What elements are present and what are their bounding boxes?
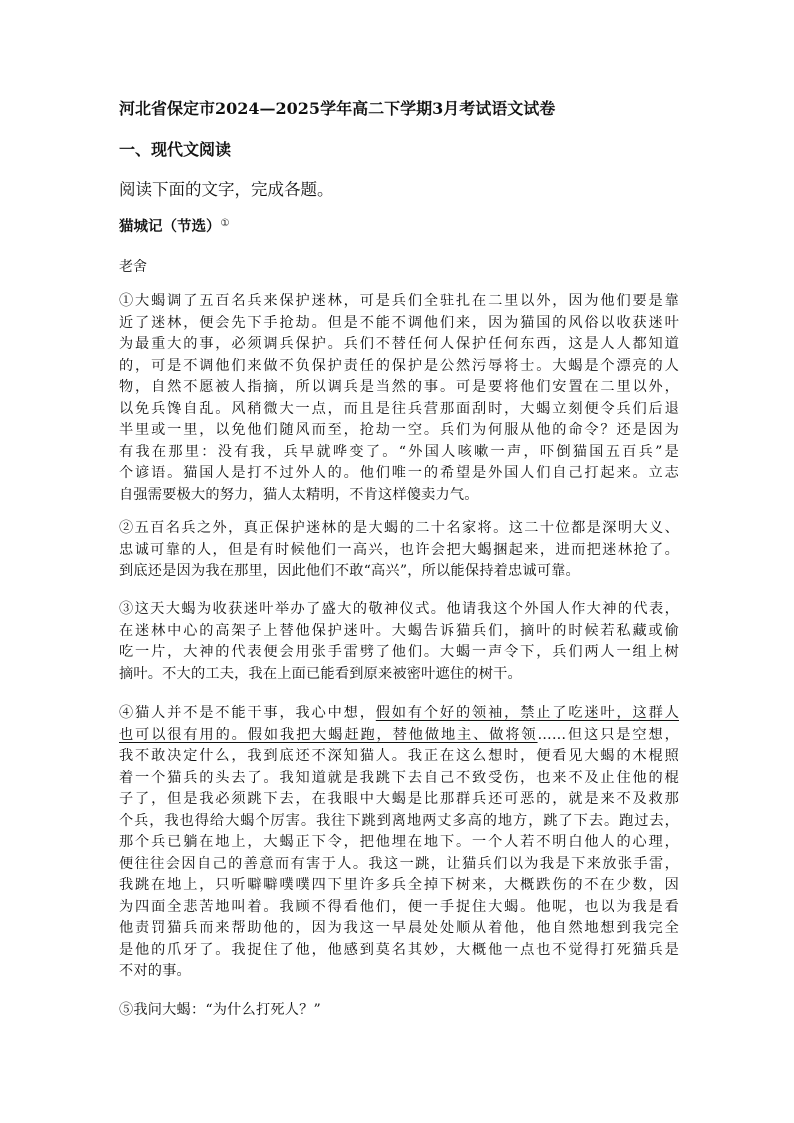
paragraph-line (119, 725, 679, 747)
paragraph-line: 我不敢决定什么，我到底还不深知猫人。我正在这么想时，便看见大蝎的木棍照 (119, 748, 679, 764)
paragraph-line: 为四面全悲苦地叫着。我顾不得看他们，便一手捉住大蝎。他呢，也以为我是看 (119, 898, 679, 915)
paragraph-line: 他责罚猫兵而来帮助他的，因为我这一早晨处处顺从着他，他自然地想到我完全 (119, 920, 679, 936)
paragraph-line: 子了，但是我必须跳下去，在我眼中大蝎是比那群兵还可恶的，就是来不及救那 (119, 791, 679, 807)
paragraph-line: ②五百名兵之外，真正保护迷林的是大蝎的二十名家将。这二十位都是深明大义、 (119, 520, 679, 536)
paragraph-line: 便往往会因自己的善意而有害于人。我这一跳，让猫兵们以为我是下来放张手雷， (119, 855, 679, 872)
paragraph-4 (119, 703, 679, 983)
footnote-marker: ① (220, 218, 230, 229)
underlined-phrase: 也可以很有用的。假如我把大蝎赶跑，替他做地主、做将领 (119, 726, 538, 743)
paragraph-line: ①大蝎调了五百名兵来保护迷林，可是兵们全驻扎在二里以外，因为他们要是靠 (119, 293, 679, 309)
author-name: 老舍 (119, 259, 147, 275)
paragraph-line: 吃一片，大神的代表便会用张手雷劈了他们。大蝎一声令下，兵们两人一组上树 (119, 644, 679, 660)
paragraph-line: 个兵，我也得给大蝎个厉害。我往下跳到离地两丈多高的地方，跳了下去。跑过去， (119, 812, 679, 829)
paragraph-line: 为最重大的事，必须调兵保护。兵们不替任何人保护任何东西，这是人人都知道 (119, 336, 679, 352)
paragraph-line: ③这天大蝎为收获迷叶举办了盛大的敬神仪式。他请我这个外国人作大神的代表， (119, 601, 679, 617)
paragraph-2 (119, 518, 679, 583)
paragraph-line: 半里或一里，以免他们随风而至，抢劫一空。兵们为何服从他的命令？还是因为 (119, 422, 679, 438)
underlined-phrase: 假如有个好的领袖，禁止了吃迷叶，这群人 (375, 705, 680, 721)
section-heading: 一、现代文阅读 (119, 140, 232, 159)
paragraph-line: 自强需要极大的努力，猫人太精明，不肯这样傻卖力气。 (119, 486, 479, 503)
paragraph-line: 物，自然不愿被人指摘，所以调兵是当然的事。可是要将他们安置在二里以外， (119, 379, 679, 395)
paragraph-line: 我跳在地上，只听噼噼噗噗四下里许多兵全掉下树来，大概跌伤的不在少数，因 (119, 877, 679, 893)
paragraph-line: 到底还是因为我在那里，因此他们不敢“高兴”，所以能保持着忠诚可靠。 (119, 563, 580, 579)
paragraph-line: 不对的事。 (119, 963, 191, 979)
paragraph-1 (119, 291, 679, 506)
paragraph-line: 摘叶。不大的工夫，我在上面已能看到原来被密叶遮住的树干。 (119, 665, 522, 682)
paragraph-line: 忠诚可靠的人，但是有时候他们一高兴，也许会把大蝎捆起来，进而把迷林抢了。 (119, 541, 679, 558)
paragraph-line: 在迷林中心的高架子上替他保护迷叶。大蝎告诉猫兵们，摘叶的时候若私藏或偷 (119, 622, 679, 639)
document-title: 河北省保定市2024—2025学年高二下学期3月考试语文试卷 (119, 99, 556, 118)
line-segment: ④猫人并不是不能干事，我心中想， (119, 705, 376, 721)
line-segment: ……但这只是空想， (537, 726, 679, 743)
paragraph-line: 近了迷林，便会先下手抢劫。但是不能不调他们来，因为猫国的风俗以收获迷叶 (119, 314, 679, 331)
paragraph-line: 着一个猫兵的头去了。我知道就是我跳下去自己不致受伤，也来不及止住他的棍 (119, 769, 679, 786)
paragraph-line: 是他的爪牙了。我捉住了他，他感到莫名其妙，大概他一点也不觉得打死猫兵是 (119, 941, 679, 958)
paragraph-line: 那个兵已躺在地上，大蝎正下令，把他埋在地下。一个人若不明白他人的心理， (119, 834, 679, 850)
work-title (119, 215, 229, 236)
paragraph-3 (119, 599, 679, 685)
paragraph-line: 有我在那里：没有我，兵早就哗变了。“外国人咳嗽一声，吓倒猫国五百兵”是 (119, 443, 679, 460)
paragraph-line: 以免兵馋自乱。风稍微大一点，而且是往兵营那面刮时，大蝎立刻便令兵们后退 (119, 400, 679, 417)
paragraph-line: 个谚语。猫国人是打不过外人的。他们唯一的希望是外国人们自己打起来。立志 (119, 465, 679, 481)
paragraph-line: ⑤我问大蝎：“为什么打死人？” (119, 1002, 321, 1018)
work-title-text: 猫城记（节选） (119, 218, 221, 235)
reading-instruction: 阅读下面的文字，完成各题。 (119, 180, 334, 199)
paragraph-line: 的，可是不调他们来做不负保护责任的保护是公然污辱将士。大蝎是个漂亮的人 (119, 357, 679, 374)
paragraph-5 (119, 1000, 679, 1022)
paragraph-line (119, 703, 679, 725)
